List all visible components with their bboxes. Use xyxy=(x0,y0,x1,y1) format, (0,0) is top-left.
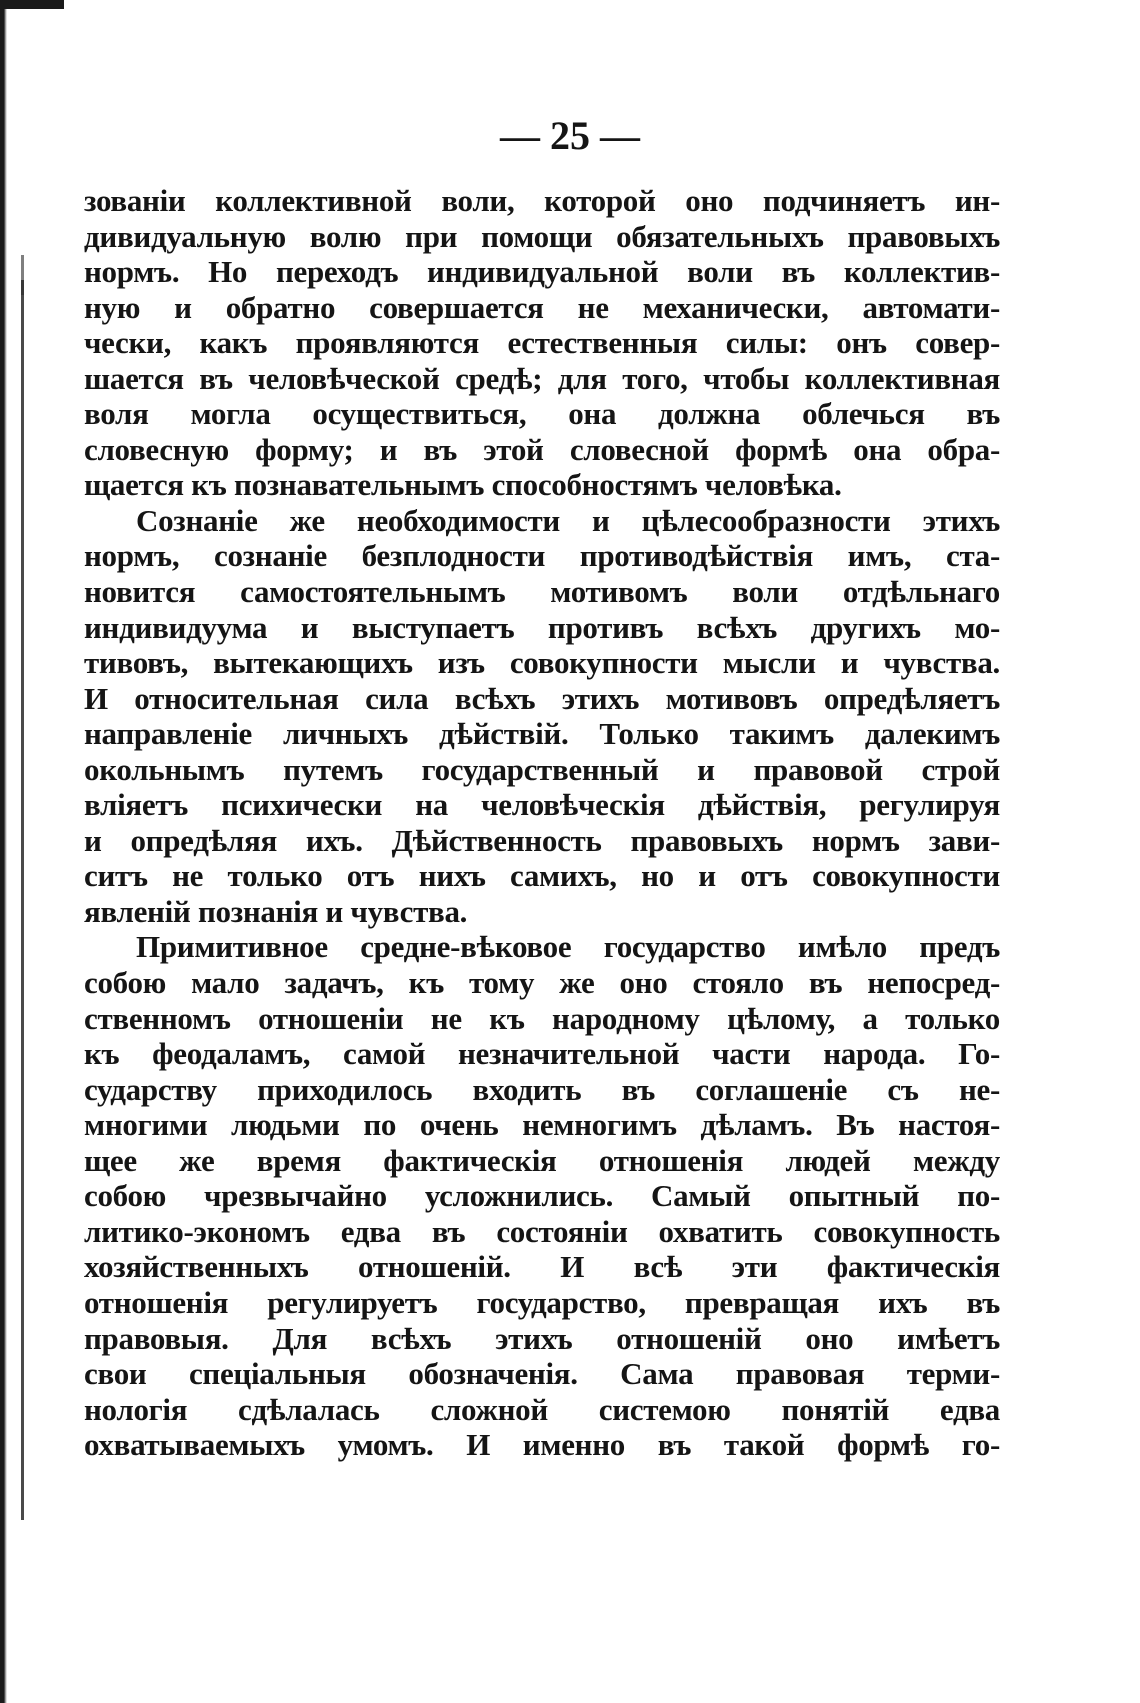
text-line: и опредѣляя ихъ. Дѣйственность правовыхъ нормъ зави- xyxy=(84,822,1000,858)
text-line: щается къ познавательнымъ способностямъ человѣка. xyxy=(84,467,842,503)
text-line: словесную форму; и въ этой словесной формѣ она обра- xyxy=(84,431,1000,467)
paragraph-1 xyxy=(84,183,1000,503)
paragraph-2 xyxy=(84,503,1000,930)
text-line: охватываемыхъ умомъ. И именно въ такой формѣ го- xyxy=(84,1427,1000,1463)
text-line: къ феодаламъ, самой незначительной части народа. Го- xyxy=(84,1036,1000,1072)
text-line: отношенія регулируетъ государство, превращая ихъ въ xyxy=(84,1284,1000,1320)
text-line: чески, какъ проявляются естественныя силы: онъ совер- xyxy=(84,325,1000,361)
text-line: сударству приходилось входить въ соглашеніе съ не- xyxy=(84,1071,1000,1107)
text-line: щее же время фактическія отношенія людей между xyxy=(84,1142,1000,1178)
text-line: новится самостоятельнымъ мотивомъ воли отдѣльнаго xyxy=(84,574,1000,610)
scan-edge-top xyxy=(0,0,64,9)
text-line: нологія сдѣлалась сложной системою понятій едва xyxy=(84,1391,1000,1427)
binding-shadow-line xyxy=(21,280,24,1520)
text-line: хозяйственныхъ отношеній. И всѣ эти фактическія xyxy=(84,1249,1000,1285)
text-line: собою чрезвычайно усложнились. Самый опытный по- xyxy=(84,1178,1000,1214)
text-line: вліяетъ психически на человѣческія дѣйствія, регулируя xyxy=(84,787,1000,823)
text-line: свои спеціальныя обозначенія. Сама правовая терми- xyxy=(84,1356,1000,1392)
paragraph-3 xyxy=(84,929,1000,1462)
text-line: явленій познанія и чувства. xyxy=(84,893,468,929)
scan-edge-left xyxy=(0,0,7,1703)
text-line: дивидуальную волю при помощи обязательныхъ правовыхъ xyxy=(84,218,1000,254)
text-line: индивидуума и выступаетъ противъ всѣхъ другихъ мо- xyxy=(84,609,1000,645)
text-line: ную и обратно совершается не механически, автомати- xyxy=(84,289,1000,325)
text-line: Примитивное средне-вѣковое государство имѣло предъ xyxy=(136,929,1000,965)
text-line: нормъ. Но переходъ индивидуальной воли въ коллектив- xyxy=(84,254,1000,290)
page-number: — 25 — xyxy=(500,113,640,158)
text-line: Сознаніе же необходимости и цѣлесообразности этихъ xyxy=(136,502,1000,538)
text-line: И относительная сила всѣхъ этихъ мотивовъ опредѣляетъ xyxy=(84,680,1000,716)
text-line: собою мало задачъ, къ тому же оно стояло въ непосред- xyxy=(84,965,1000,1001)
text-line: многими людьми по очень немногимъ дѣламъ. Въ настоя- xyxy=(84,1107,1000,1143)
text-line: тивовъ, вытекающихъ изъ совокупности мысли и чувства. xyxy=(84,645,1000,681)
page-body-text xyxy=(84,183,1000,1463)
text-line: ственномъ отношеніи не къ народному цѣлому, а только xyxy=(84,1000,1000,1036)
text-line: нормъ, сознаніе безплодности противодѣйствія имъ, ста- xyxy=(84,538,1000,574)
text-line: литико-экономъ едва въ состояніи охватить совокупность xyxy=(84,1213,1000,1249)
text-line: окольнымъ путемъ государственный и правовой строй xyxy=(84,751,1000,787)
text-line: воля могла осуществиться, она должна облечься въ xyxy=(84,396,1000,432)
text-line: направленіе личныхъ дѣйствій. Только такимъ далекимъ xyxy=(84,716,1000,752)
text-line: шается въ человѣческой средѣ; для того, чтобы коллективная xyxy=(84,360,1000,396)
text-line: правовыя. Для всѣхъ этихъ отношеній оно имѣетъ xyxy=(84,1320,1000,1356)
text-line: зованіи коллективной воли, которой оно подчиняетъ ин- xyxy=(84,183,1000,218)
text-line: ситъ не только отъ нихъ самихъ, но и отъ совокупности xyxy=(84,858,1000,894)
